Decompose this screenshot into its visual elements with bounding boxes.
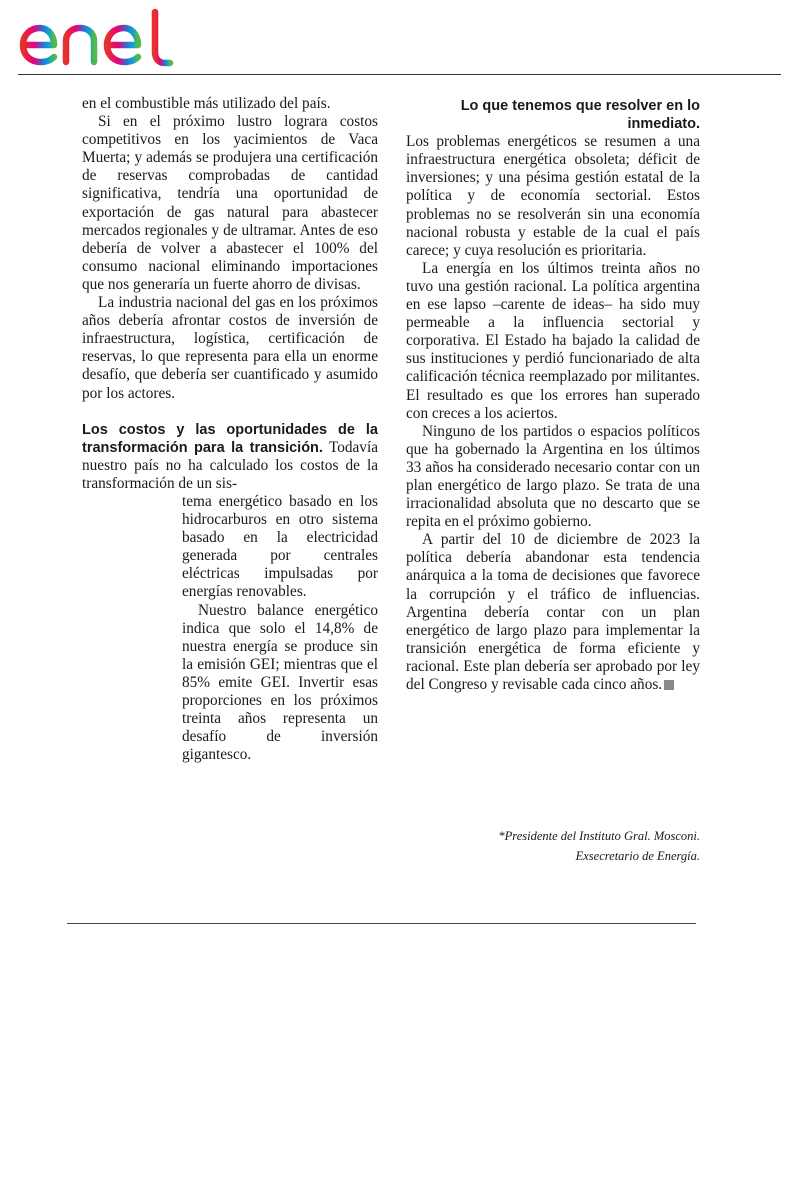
right-section-heading: Lo que tenemos que resolver en lo inmediato. [460, 98, 700, 133]
left-column [82, 95, 378, 764]
right-paragraph-3: Ninguno de los partidos o espacios políticos que ha gobernado la Argentina en los últimos 33 años ha considerado necesario contar con un plan energético de largo plazo. Se trata de una irracionalidad absoluta que no descarto que se repita en el próximo gobierno. [406, 422, 700, 531]
author-note [406, 826, 700, 866]
author-note-line-2: Exsecretario de Energía. [575, 849, 700, 863]
left-paragraph-2: Si en el próximo lustro lograra costos competitivos en los yacimientos de Vaca Muerta; y además se produjera una certificación de reservas comprobadas de cantidad significativa, tendría una oportunidad de exportación de gas natural para abastecer mercados regionales y de ultramar. Antes de eso debería de volver a abastecer el 100% del consumo nacional eliminando importaciones que nos generaría un fuerte ahorro de divisas. [82, 113, 378, 293]
left-section-paragraph [82, 421, 378, 493]
left-section-heading: Los costos y las oportunidades de la transformación para la transición. [82, 421, 378, 456]
left-paragraph-4-end: tema energético basado en los hidrocarburos en otro sistema basado en la electricidad generada por centrales eléctricas impulsadas por energías renovables. [182, 492, 378, 601]
left-paragraph-1: en el combustible más utilizado del país. [82, 95, 331, 112]
author-note-line-1: *Presidente del Instituto Gral. Mosconi. [498, 829, 700, 843]
left-paragraph-4-start: Todavía nuestro país no ha calculado los costos de la transformación de un sis- [82, 438, 378, 492]
right-paragraph-4 [406, 531, 700, 694]
right-column [406, 97, 700, 694]
left-paragraph-3: La industria nacional del gas en los próximos años debería afrontar costos de inversión de infraestructura, logística, certificación de reservas, lo que representa para ella un enorme desafío, que debería ser cuantificado y asumido por los actores. [82, 294, 378, 402]
left-paragraph-5: Nuestro balance energético indica que solo el 14,8% de nuestra energía se produce sin la emisión GEI; mientras que el 85% emite GEI. Invertir esas proporciones en los próximos treinta años representa un desafío de inversión gigantesco. [182, 601, 378, 764]
right-paragraph-4-text: A partir del 10 de diciembre de 2023 la política debería abandonar esta tendencia anárquica a la toma de decisiones que favorece la corrupción y el tráfico de influencias. Argentina debería contar con un plan energético de largo plazo para implementar la transición energética de forma eficiente y racional. Este plan debería ser aprobado por ley del Congreso y revisable cada cinco años. [406, 531, 700, 693]
left-wrapped-block [182, 493, 378, 764]
enel-logo [14, 4, 184, 70]
right-paragraph-2: La energía en los últimos treinta años no tuvo una gestión racional. La política argentina en ese lapso –carente de ideas– ha sido muy permeable a la influencia sectorial y corporativa. El Estado ha bajado la calidad de sus instituciones y perdió funcionariado de alta calificación técnica reemplazado por militantes. El resultado es que los errores han superado con creces a los aciertos. [406, 259, 700, 422]
header-rule [18, 74, 781, 75]
footer-rule [67, 923, 696, 924]
right-paragraph-1: Los problemas energéticos se resumen a una infraestructura energética obsoleta; déficit de inversiones; y una pésima gestión estatal de la política y de economía sectorial. Estos problemas no se resolverán sin una economía nacional robusta y estable de la cual el país carece; y cuya resolución es prioritaria. [406, 133, 700, 259]
end-mark-icon [664, 680, 674, 690]
